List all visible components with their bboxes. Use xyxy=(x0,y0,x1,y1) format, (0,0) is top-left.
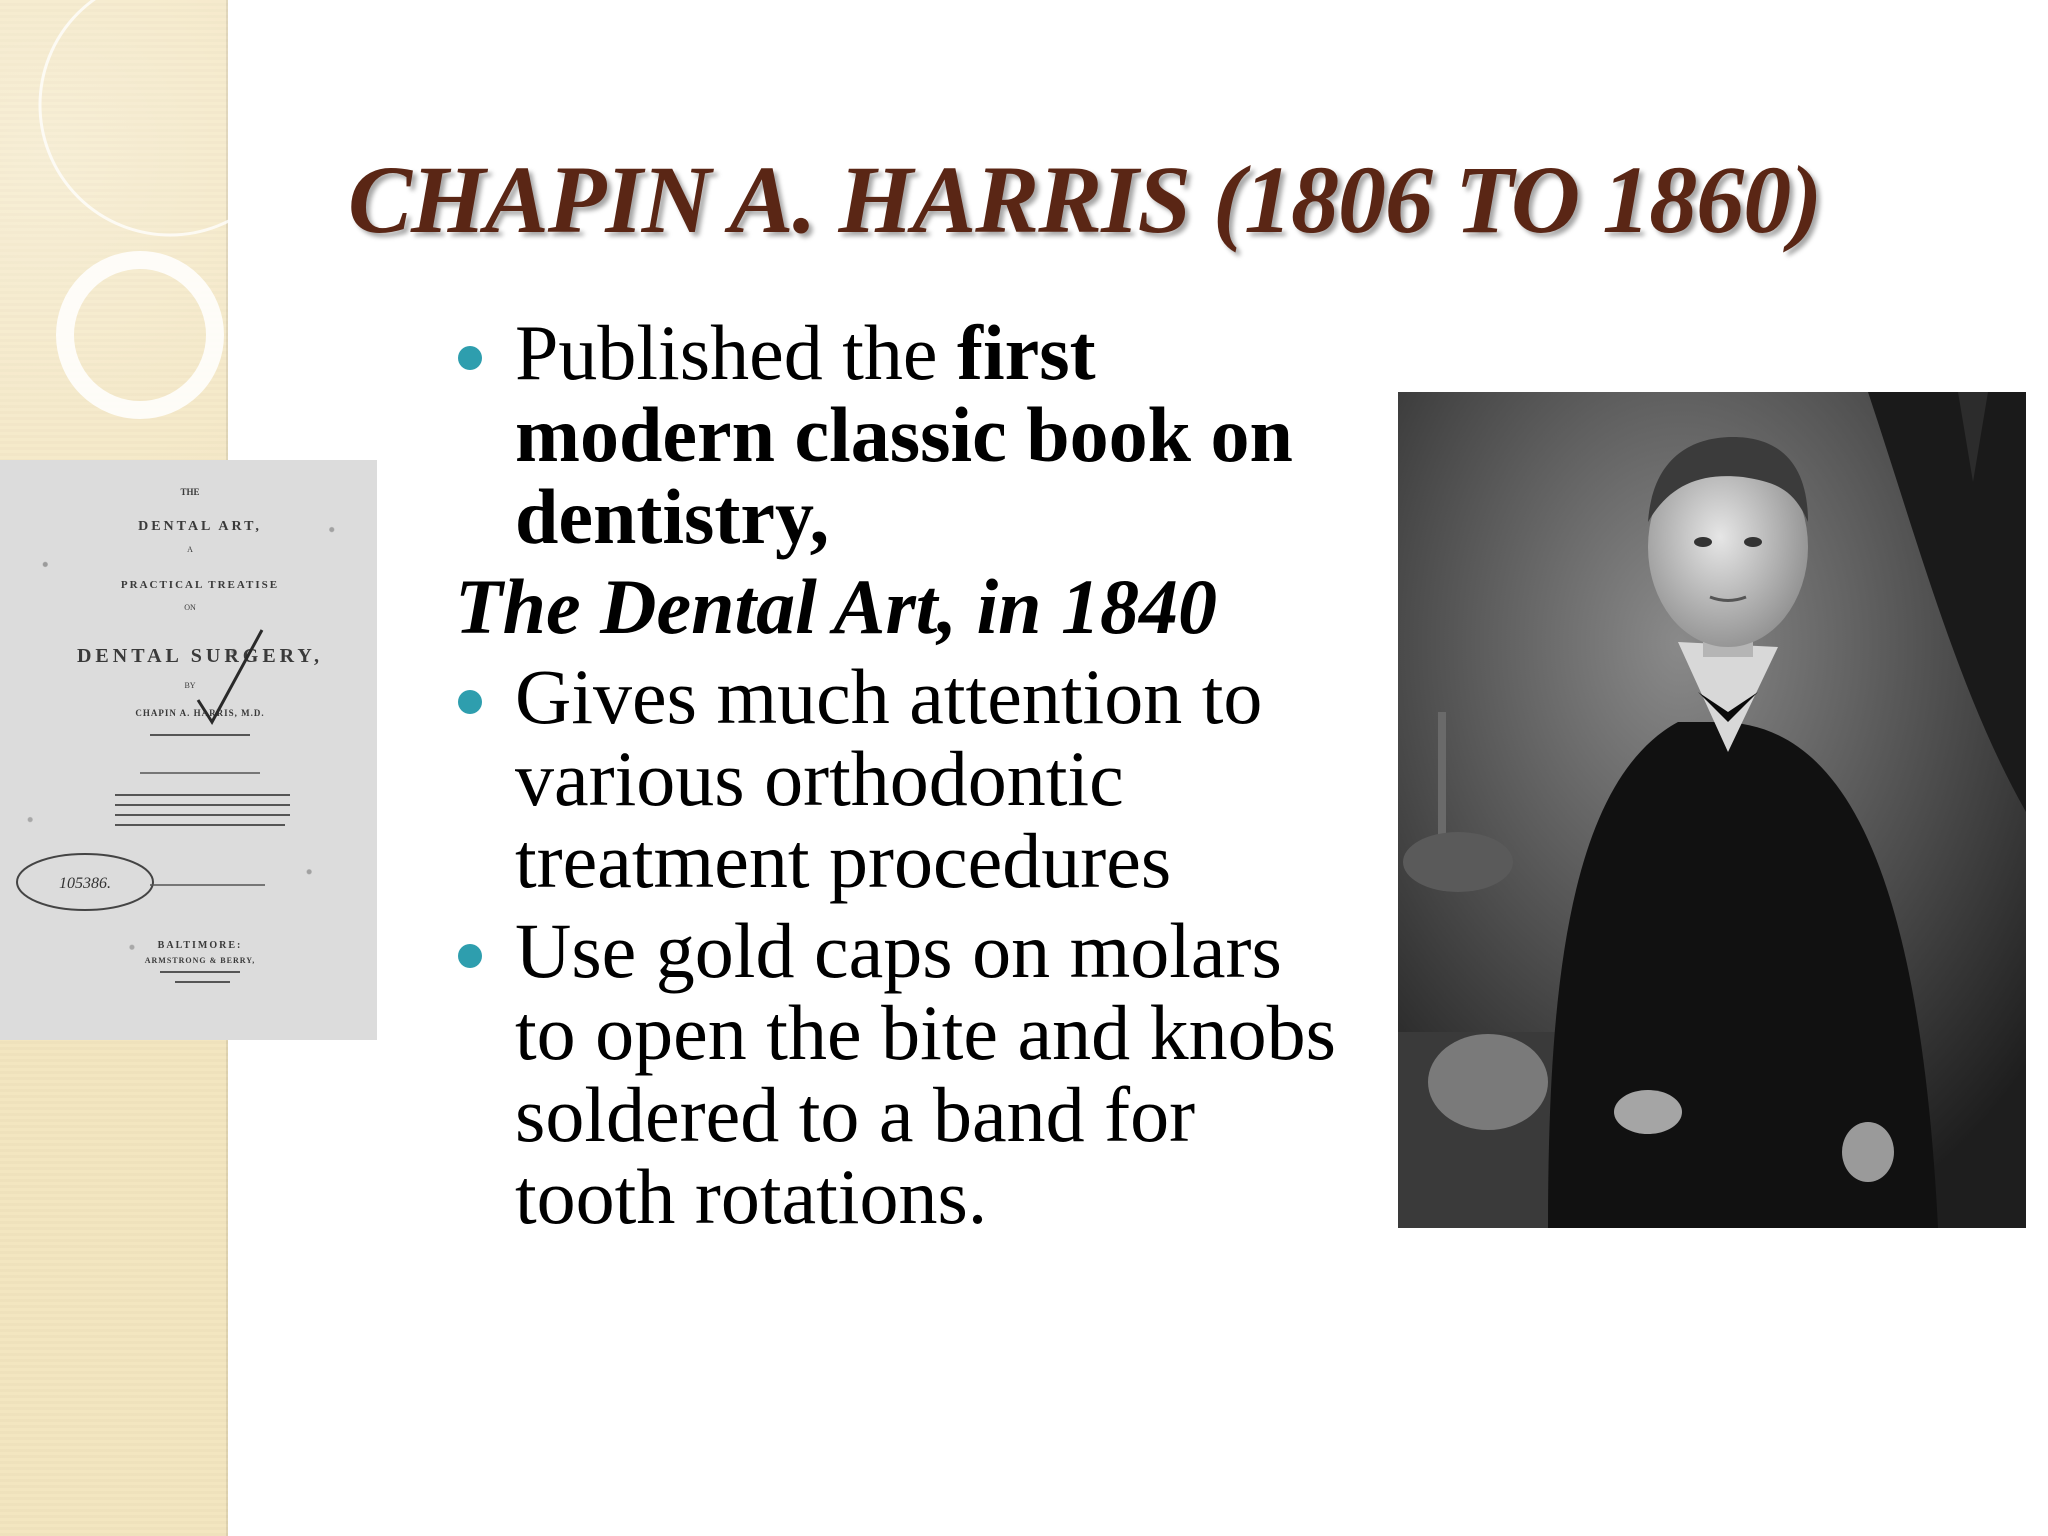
book-title-page-drawing xyxy=(0,460,377,1040)
bullet-item xyxy=(440,653,1340,904)
bullet-dot-icon xyxy=(458,690,482,714)
book-line: DENTAL ART, xyxy=(138,519,262,534)
book-line: BALTIMORE: xyxy=(157,940,243,951)
bullet-text-bold: first modern classic book on dentistry, xyxy=(515,309,1293,560)
book-line: CHAPIN A. HARRIS, M.D. xyxy=(135,708,265,718)
stamp-number: 105386. xyxy=(59,875,111,892)
book-line: BY xyxy=(184,681,196,690)
book-line: THE xyxy=(180,487,200,497)
bullet-text xyxy=(515,309,1340,560)
bullet-text: Gives much attention to various orthodontic treatment procedures xyxy=(515,653,1263,904)
bullet-text: Use gold caps on molars to open the bite and knobs soldered to a band for tooth rotations. xyxy=(515,907,1337,1240)
bullet-text-normal: Published the xyxy=(515,309,957,396)
book-line: ON xyxy=(184,603,196,612)
bullet-item xyxy=(440,309,1340,560)
book-title-line: The Dental Art, in 1840 xyxy=(455,563,1218,650)
book-line: ARMSTRONG & BERRY, xyxy=(144,956,256,965)
book-line: DENTAL SURGERY, xyxy=(76,645,324,667)
bullet-item xyxy=(440,907,1340,1240)
slide-title: CHAPIN A. HARRIS (1806 TO 1860) xyxy=(348,146,1822,253)
book-title-page-image xyxy=(0,460,377,1040)
portrait-drawing xyxy=(1398,392,2026,1228)
bullet-dot-icon xyxy=(458,944,482,968)
portrait-image xyxy=(1398,392,2026,1228)
bullet-dot-icon xyxy=(458,346,482,370)
book-line: PRACTICAL TREATISE xyxy=(120,579,280,591)
book-line: A xyxy=(187,545,193,554)
slide-content xyxy=(440,309,1340,1240)
decorative-rings xyxy=(0,0,228,420)
